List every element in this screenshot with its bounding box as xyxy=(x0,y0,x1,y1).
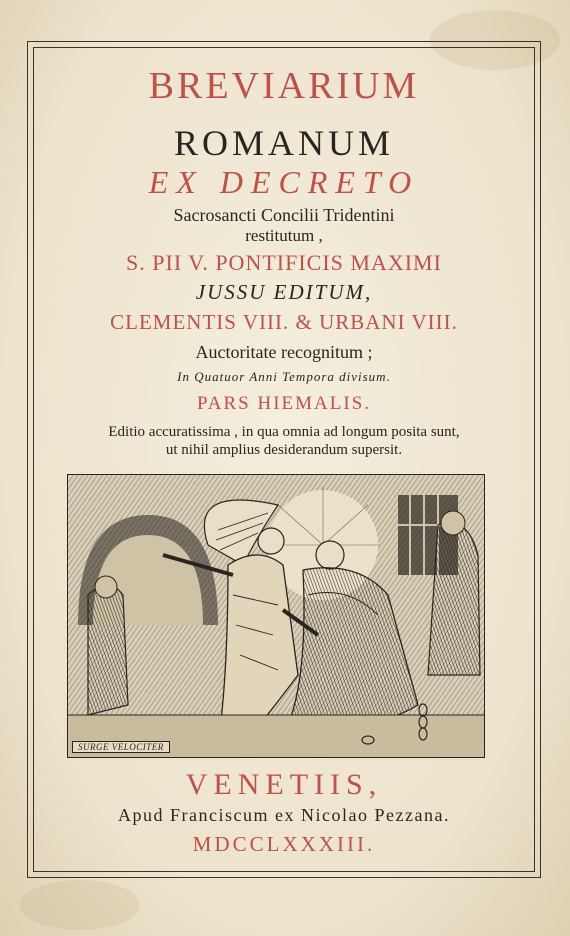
line-clementis: CLEMENTIS VIII. & URBANI VIII. xyxy=(110,310,458,334)
title-romanum: ROMANUM xyxy=(173,123,395,163)
imprint-place: VENETIIS, xyxy=(185,768,383,801)
line-jussu-editum: JUSSU EDITUM, xyxy=(195,280,373,304)
engraving-caption: SURGE VELOCITER xyxy=(72,741,170,753)
line-concilii: Sacrosancti Concilii Tridentini xyxy=(173,205,395,225)
line-editio: Editio accuratissima , in qua omnia ad longum posita sunt, xyxy=(108,424,460,440)
imprint-date: MDCCLXXXIII. xyxy=(192,832,376,856)
title-ex-decreto: EX DECRETO xyxy=(148,164,420,200)
line-desiderandum: ut nihil amplius desiderandum supersit. xyxy=(165,442,403,458)
imprint-publisher: Apud Franciscum ex Nicolao Pezzana. xyxy=(118,805,450,825)
line-pars-hiemalis: PARS HIEMALIS. xyxy=(196,393,372,414)
title-breviarium: BREVIARIUM xyxy=(148,65,420,107)
line-quatuor-tempora: In Quatuor Anni Tempora divisum. xyxy=(177,369,391,384)
paper-stain xyxy=(20,880,140,930)
engraving-illustration xyxy=(67,474,485,758)
line-pii-v: S. PII V. PONTIFICIS MAXIMI xyxy=(126,250,442,275)
line-auctoritate: Auctoritate recognitum ; xyxy=(195,342,373,362)
line-restitutum: restitutum , xyxy=(245,226,323,245)
engraving-scene xyxy=(68,475,485,758)
